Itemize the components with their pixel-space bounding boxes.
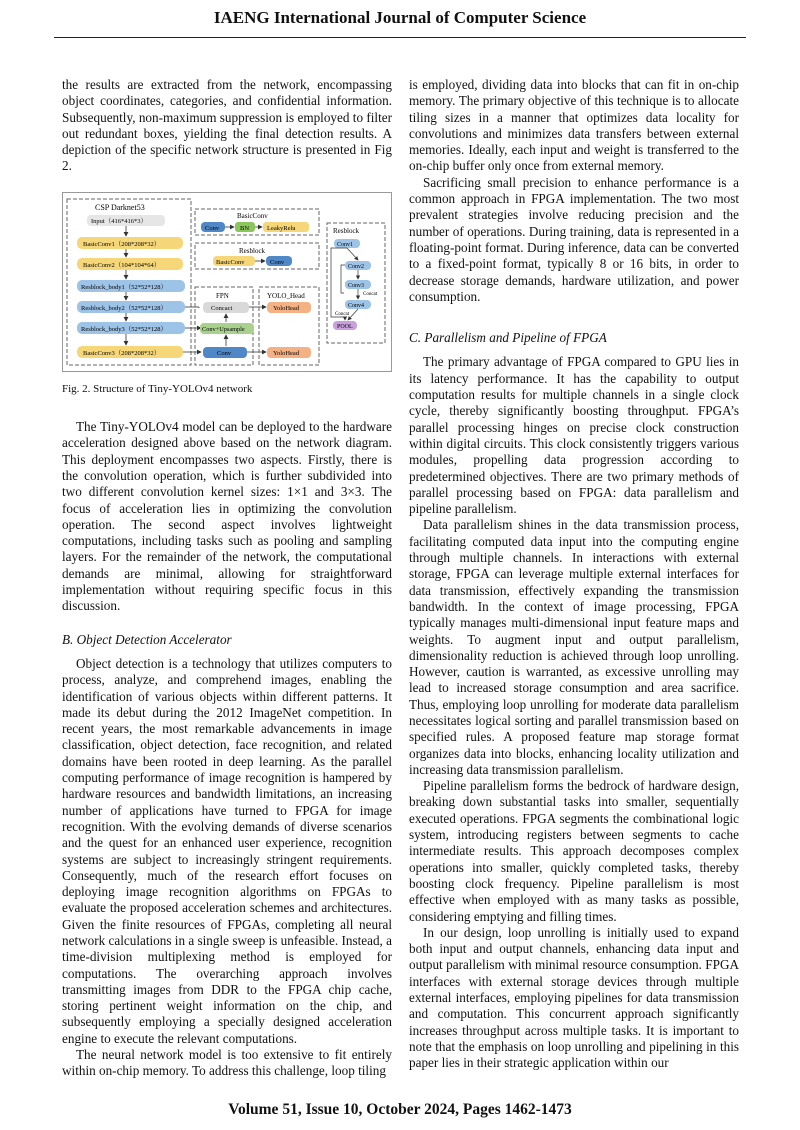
volume-footer: Volume 51, Issue 10, October 2024, Pages 1462-1473 xyxy=(228,1101,572,1118)
yolohead2-label: YoloHead xyxy=(273,349,300,357)
resblock-title: Resblock xyxy=(239,246,266,255)
figure-caption: Fig. 2. Structure of Tiny-YOLOv4 network xyxy=(62,382,253,395)
bn-label: BN xyxy=(240,224,250,232)
basicconv3-label: BasicConv3（208*208*32） xyxy=(83,349,161,357)
input-label: Input（416*416*3） xyxy=(91,217,147,225)
resblock3-label: Resblock_body3（52*52*128） xyxy=(81,325,167,333)
paragraph: is employed, dividing data into blocks that can fit in on-chip memory. The primary objective of this technique is to allocate tiling sizes in a manner that optimizes data locality for convolutions and minimizes data transfers between external memories. Ideally, each input and weight is transferred to the on-chip buffer only once from external memory. xyxy=(409,77,739,174)
paragraph: Pipeline parallelism forms the bedrock of hardware design, breaking down substantial tasks into smaller, sequentially executed operations. FPGA segments the combinational logic system, introducing registers between segments to cache intermediate results. This approach decomposes complex operations into smaller, quickly completed tasks, thereby boosting clock frequency. Pipeline parallelism is most effective when employed with as many tasks as possible, considering emptying and filling times. xyxy=(409,778,739,924)
paragraph: Sacrificing small precision to enhance performance is a common approach in FPGA implementation. The two most prevalent strategies involve reducing precision and the number of operations. During training, data is represented in a floating-point format. During inference, data can be converted to a fixed-point format, typically 8 or 16 bits, in order to decrease storage demands, hardware utilization, and power consumption. xyxy=(409,174,739,304)
paragraph: the results are extracted from the network, encompassing object coordinates, categories, and confidential information. Subsequently, non-maximum suppression is employed to filter out redundant boxes, yielding the final detection results. A depiction of the specific network structure is presented in Fig 2. xyxy=(62,77,392,174)
csp-title: CSP Darknet53 xyxy=(95,202,145,212)
header-rule xyxy=(54,37,746,38)
section-heading-b: B. Object Detection Accelerator xyxy=(62,631,232,647)
resblock-conv-label: Conv xyxy=(270,258,285,266)
conv-label: Conv xyxy=(205,224,220,232)
paragraph: The neural network model is too extensive to fit entirely within on-chip memory. To address this challenge, loop tiling xyxy=(62,1047,392,1079)
conv2-label: Conv2 xyxy=(348,263,365,270)
basicconv1-label: BasicConv1（208*208*32） xyxy=(83,240,161,248)
network-structure-figure xyxy=(62,192,392,372)
conv-upsample-label: Conv+Upsample xyxy=(202,325,245,333)
yolo-head-title: YOLO_Head xyxy=(267,291,305,300)
basicconv-title: BasicConv xyxy=(237,211,268,220)
fpn-title: FPN xyxy=(216,291,229,300)
concat-label-2: Concat xyxy=(335,311,350,317)
left-column xyxy=(62,77,392,1080)
resblock-detail-title: Resblock xyxy=(333,226,360,235)
paragraph: The primary advantage of FPGA compared to GPU lies in its latency performance. It has the capability to output computation results for multiple channels in a single clock cycle, thereby significantly boosting throughput. FPGA’s parallel processing hinges on precise clock construction within digital circuits. This clock consistently triggers various modules, propelling data progression according to predetermined objectives. There are two primary methods of parallel processing based on FPGA: data parallelism and pipeline parallelism. xyxy=(409,354,739,517)
conv1-label: Conv1 xyxy=(337,241,354,248)
pool-label: POOL xyxy=(337,323,353,330)
right-column xyxy=(409,77,739,1072)
resblock1-label: Resblock_body1（52*52*128） xyxy=(81,283,167,291)
leakyrelu-label: LeakyRelu xyxy=(267,224,296,232)
paragraph: In our design, loop unrolling is initially used to expand both input and output channels, enhancing data input and output parallelism with minimal resource consumption. FPGA interfaces with external storage devices through multiple external interfaces, employing pipelines for data transmission and computation. This concurrent approach significantly increases throughput across multiple tasks. It is important to note that the emphasis on loop unrolling and pipelining in this paper lies in their strategic application within our xyxy=(409,924,739,1071)
paragraph: Data parallelism shines in the data transmission process, facilitating computed data input into the computing engine through multiple channels. In interactions with external storage, FPGA can leverage multiple external interfaces for data transmission, effectively expanding the transmission bandwidth. In the context of image processing, FPGA typically manages multi-dimensional input feature maps and weights. To augment input and output parallelism, dimensionality reduction is achieved through loop unrolling. However, caution is warranted, as excessive unrolling may lead to increased storage consumption and area sacrifice. Thus, employing loop unrolling for moderate data parallelism necessitates logical sorting and parallel transmission based on specified rules. A proposed feature map storage format organizes data into blocks, enhancing locality utilization and increasing data transmission parallelism. xyxy=(409,517,739,777)
section-heading-c: C. Parallelism and Pipeline of FPGA xyxy=(409,330,607,346)
yolohead1-label: YoloHead xyxy=(273,304,300,312)
conv4-label: Conv4 xyxy=(348,302,365,309)
concat-label-1: Concat xyxy=(363,291,378,297)
basicconv-label: BasicConv xyxy=(216,258,245,266)
resblock2-label: Resblock_body2（52*52*128） xyxy=(81,304,167,312)
network-diagram xyxy=(63,193,391,371)
conv3-label: Conv3 xyxy=(348,282,365,289)
fpn-conv-label: Conv xyxy=(217,349,232,357)
concact-label: Concact xyxy=(211,304,233,312)
paragraph: Object detection is a technology that utilizes computers to process, analyze, and comprehend images, enabling the identification of various objects within different patterns. It made its debut during the 2012 ImageNet competition. In recent years, the most remarkable advancements in image classification, object detection, face recognition, and related domains have been rooted in deep learning. As the parallel computing performance of image recognition is hampered by hardware resources and bandwidth limitations, an increasing number of applications have turned to FPGA for image recognition. With the evolving demands of diverse scenarios and the quest for an enhanced user experience, recognition systems are subject to increasingly stringent requirements. Consequently, much of the research effort focuses on deploying image recognition algorithms on FPGAs to evaluate the proposed acceleration schemes and architectures. Given the finite resources of FPGAs, completing all neural network calculations in a single sweep is unfeasible. Instead, a time-division multiplexing method is employed for computations. The overarching approach involves transmitting images from DDR to the FPGA chip cache, storing pertinent weight information on the chip, and subsequently employing a specially designed acceleration engine to execute the relevant computations. xyxy=(62,655,392,1046)
paragraph: The Tiny-YOLOv4 model can be deployed to the hardware acceleration designed above based on the network diagram. This deployment encompasses two aspects. Firstly, there is the convolution operation, which is further subdivided into two different convolution kernel sizes: 1×1 and 3×3. The focus of acceleration lies in optimizing the convolution operation. The second aspect involves lightweight computations, including tasks such as pooling and sampling layers. For the remainder of the network, the computational demands are minimal, allowing for straightforward implementation without requiring specific focus in this discussion. xyxy=(62,419,392,614)
journal-header: IAENG International Journal of Computer Science xyxy=(213,8,587,27)
basicconv2-label: BasicConv2（104*104*64） xyxy=(83,261,161,269)
